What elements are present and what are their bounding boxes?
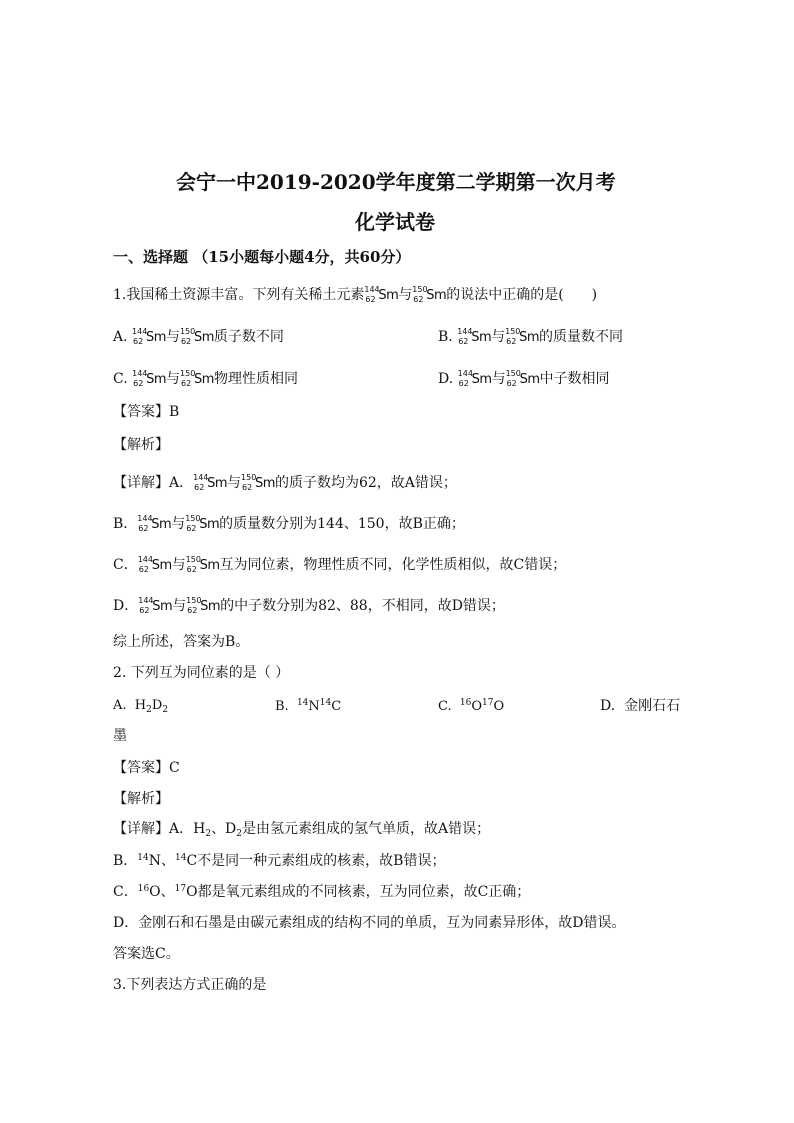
q2-detail-c: C．$^{16}$O、$^{17}$O都是氧元素组成的不同核素，互为同位素，故C正确； bbox=[113, 884, 531, 900]
q2-answer: 【答案】C bbox=[113, 760, 180, 776]
q3-stem: 3.下列表达方式正确的是 bbox=[113, 977, 267, 993]
q1-option-a: A. 144 62 Sm与 150 62 Sm质子数不同 bbox=[113, 327, 284, 346]
q1-stem-pre: 1.我国稀土资源丰富。下列有关稀土元素 bbox=[113, 287, 365, 303]
q1-option-c: C. 144 62 Sm与 150 62 Sm物理性质相同 bbox=[113, 369, 298, 388]
isotope-notation: 144 62 bbox=[364, 285, 380, 304]
q1-option-d: D. 144 62 Sm与 150 62 Sm中子数相同 bbox=[438, 369, 610, 388]
q2-option-b: B. $^{14}N^{14}C$ bbox=[275, 698, 342, 714]
q1-detail-a: 【详解】A． 144 62 Sm与 150 62 Sm的质子数均为62，故A错误； bbox=[113, 473, 457, 492]
q2-stem: 2. 下列互为同位素的是（ ） bbox=[113, 665, 290, 681]
section-heading: 一、选择题 （15小题每小题4分，共60分） bbox=[113, 248, 411, 266]
q1-summary: 综上所述，答案为B。 bbox=[113, 634, 250, 650]
q1-detail-d: D． 144 62 Sm与 150 62 Sm的中子数分别为82、88，不相同，故D错误； bbox=[113, 596, 505, 615]
q1-answer: 【答案】B bbox=[113, 404, 180, 420]
q2-summary: 答案选C。 bbox=[113, 946, 180, 962]
element-symbol: Sm bbox=[426, 288, 447, 303]
q1-detail-c: C． 144 62 Sm与 150 62 Sm互为同位素，物理性质不同，化学性质相似，故C错误； bbox=[113, 555, 567, 574]
q2-detail-b: B．$^{14}$N、$^{14}$C不是同一种元素组成的核素，故B错误； bbox=[113, 853, 446, 869]
exam-title: 会宁一中2019-2020学年度第二学期第一次月考 bbox=[176, 170, 616, 194]
q2-detail-a: 【详解】A．$H_2$、$D_2$是由氢元素组成的氢气单质，故A错误； bbox=[113, 821, 491, 839]
q2-option-d: D. 金刚石石 bbox=[600, 698, 681, 714]
q2-analysis-label: 【解析】 bbox=[113, 791, 169, 807]
q2-option-c: C. $^{16}O^{17}O$ bbox=[438, 698, 505, 714]
q1-option-b: B. 144 62 Sm与 150 62 Sm的质量数不同 bbox=[438, 327, 624, 346]
q1-stem-post: 的说法中正确的是( ) bbox=[446, 287, 598, 303]
exam-subtitle: 化学试卷 bbox=[355, 210, 435, 234]
q1-detail-b: B． 144 62 Sm与 150 62 Sm的质量数分别为144、150，故B正确； bbox=[113, 514, 465, 533]
q2-option-a: A. $H_2D_2$ bbox=[113, 698, 169, 715]
q1-analysis-label: 【解析】 bbox=[113, 437, 169, 453]
q2-detail-d: D．金刚石和石墨是由碳元素组成的结构不同的单质，互为同素异形体，故D错误。 bbox=[113, 915, 626, 931]
q2-option-d-wrap: 墨 bbox=[113, 728, 127, 744]
element-symbol: Sm bbox=[378, 288, 399, 303]
isotope-notation: 150 62 bbox=[412, 285, 428, 304]
q1-stem: 1.我国稀土资源丰富。下列有关稀土元素 144 62 Sm与 150 62 Sm的说法中正确的是( ) bbox=[113, 285, 598, 304]
